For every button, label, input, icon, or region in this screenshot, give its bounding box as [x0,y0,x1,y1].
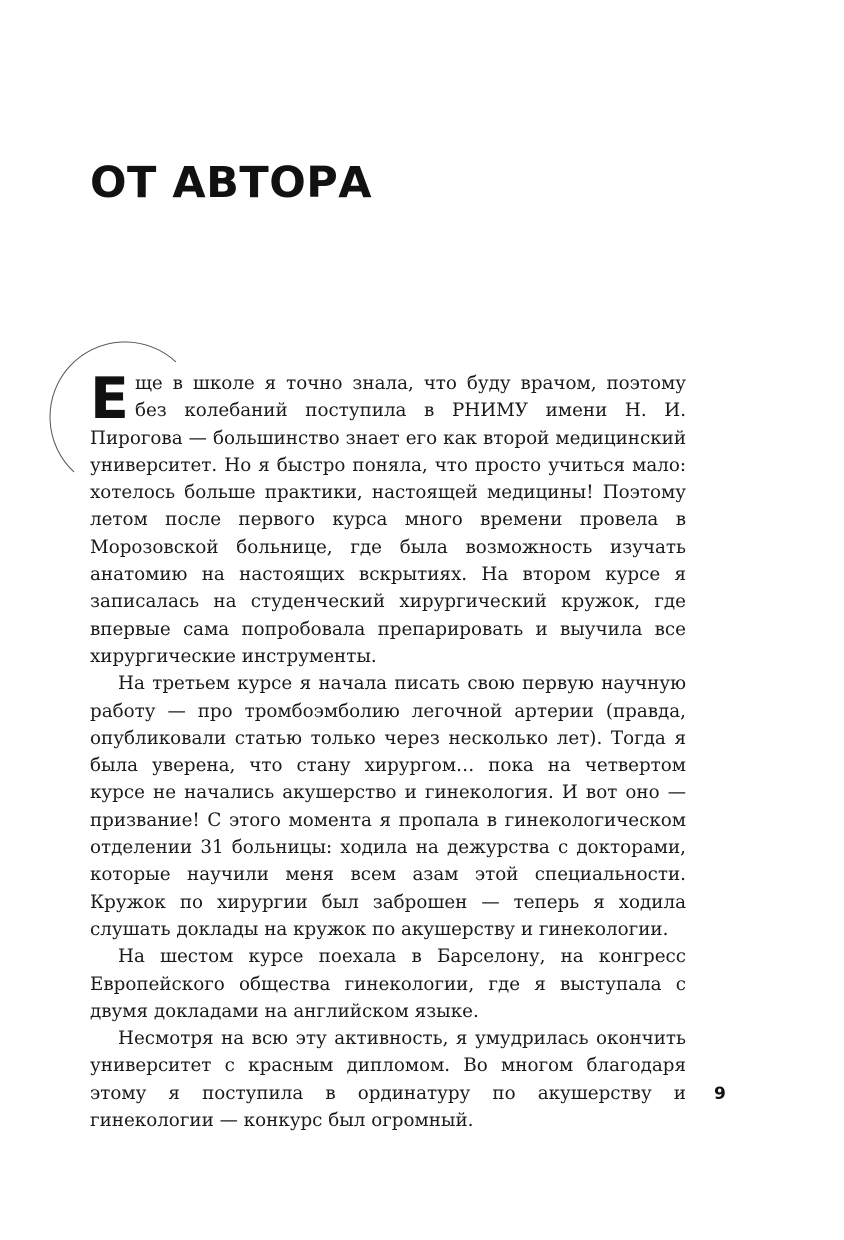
drop-cap: Е [90,366,129,432]
chapter-body [90,366,686,1134]
paragraph-3: На шестом курсе поехала в Барселону, на конгресс Европейского общества гинекологии, где я выступала с двумя докладами на английском языке. [90,946,686,1022]
paragraph-4: Несмотря на всю эту активность, я умудрилась окончить университет с красным дипломом. Во многом благодаря этому я поступила в ординатуру по акушерству и гинекологии — конкурс был огромный. [90,1028,686,1132]
paragraph-2: На третьем курсе я начала писать свою первую научную работу — про тромбоэмболию легочной артерии (правда, опубликовали статью только через несколько лет). Тогда я была уверена, что стану хирургом… пока на четвертом курсе не начались акушерство и гинекология. И вот оно — призвание! С этого момента я пропала в гинекологическом отделении 31 больницы: ходила на дежурства с докторами, которые научили меня всем азам этой специальности. Кружок по хирургии был заброшен — теперь я ходила слушать доклады на кружок по акушерству и гинекологии. [90,673,686,940]
paragraph-1 [90,366,686,670]
page-number: 9 [714,1084,726,1104]
paragraph-1-text: ще в школе я точно знала, что буду врачом, поэтому без колебаний поступила в РНИМУ имени Н. И. Пирогова — большинство знает его как второй медицинский университет. Но я быстро поняла, что просто учиться мало: хотелось больше практики, настоящей медицины! Поэтому летом после первого курса много времени провела в Морозовской больнице, где была возможность изучать анатомию на настоящих вскрытиях. На втором курсе я записалась на студенческий хирургический кружок, где впервые сама попробовала препарировать и выучила все хирургические инструменты. [90,373,686,667]
chapter-title: ОТ АВТОРА [90,158,373,208]
